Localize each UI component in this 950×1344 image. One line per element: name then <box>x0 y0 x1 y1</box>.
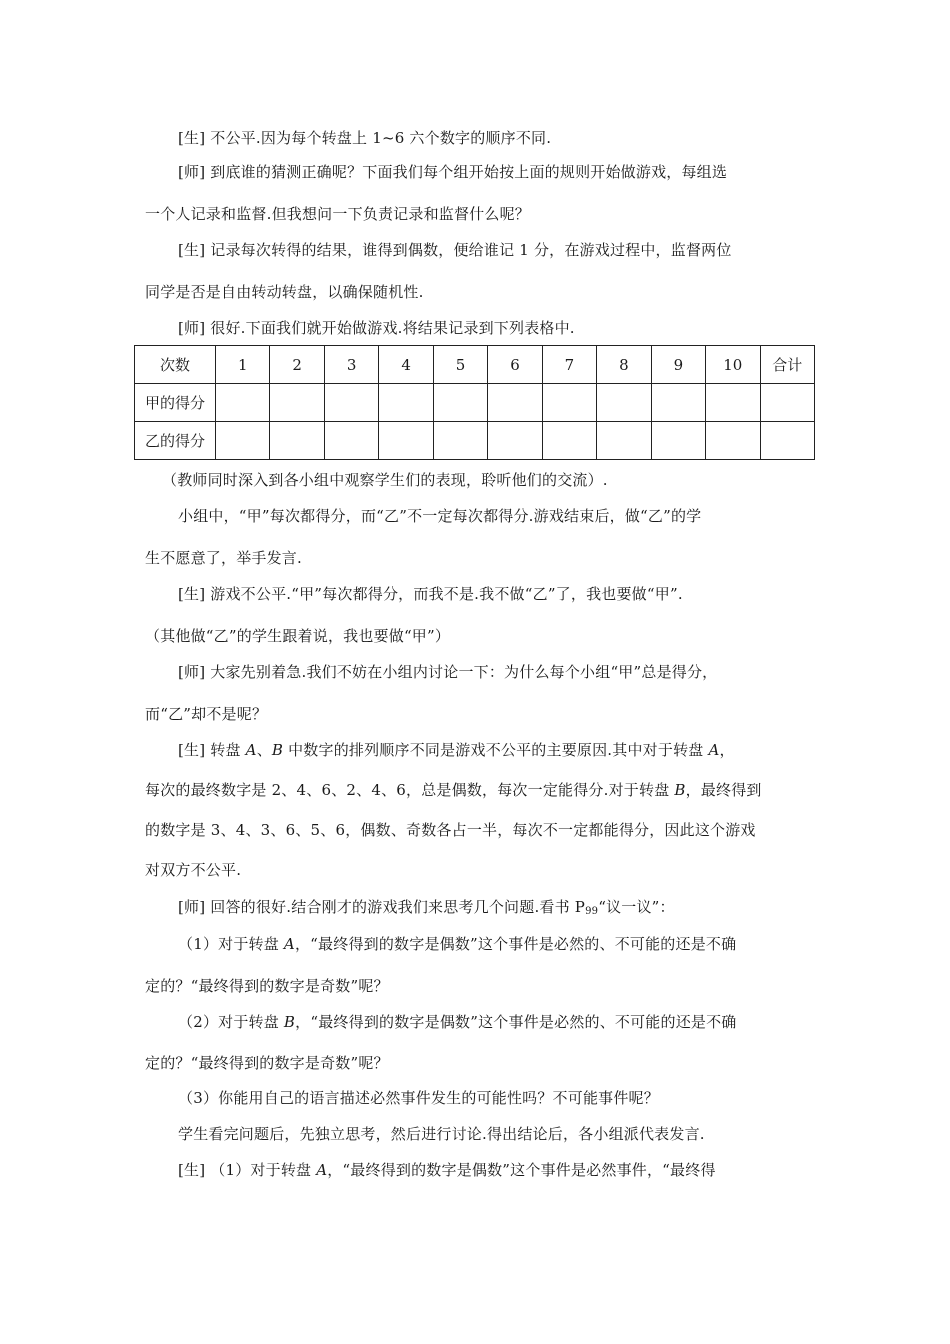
table-header-cell: 2 <box>270 346 324 384</box>
analysis-line-2: 每次的最终数字是 2、4、6、2、4、6，总是偶数，每次一定能得分.对于转盘 B，最终得到 <box>145 781 762 799</box>
analysis-line-4: 对双方不公平. <box>145 861 242 879</box>
question-1: （1）对于转盘 A，“最终得到的数字是偶数”这个事件是必然的、不可能的还是不确 <box>178 935 737 953</box>
analysis-line-1: [生] 转盘 A、B 中数字的排列顺序不同是游戏不公平的主要原因.其中对于转盘 A， <box>178 741 735 759</box>
table-cell <box>542 422 596 460</box>
table-header-cell: 次数 <box>135 346 216 384</box>
row-label: 甲的得分 <box>135 384 216 422</box>
table-cell <box>324 384 378 422</box>
paragraph-line-2: [师] 到底谁的猜测正确呢？下面我们每个组开始按上面的规则开始做游戏，每组选 <box>178 163 728 181</box>
table-header-row <box>135 346 815 384</box>
table-cell <box>379 384 433 422</box>
table-cell <box>488 422 542 460</box>
table-cell <box>706 384 760 422</box>
teacher-question-line: [师] 回答的很好.结合刚才的游戏我们来思考几个问题.看书 $P_{99}“$议一议”： <box>178 898 675 917</box>
table-cell <box>706 422 760 460</box>
table-cell <box>216 422 270 460</box>
table-row <box>135 422 815 460</box>
question-2-continued: 定的？“最终得到的数字是奇数”呢？ <box>145 1054 389 1072</box>
table-header-cell: 4 <box>379 346 433 384</box>
paragraph-line-5: 同学是否是自由转动转盘，以确保随机性. <box>145 283 424 301</box>
table-cell <box>542 384 596 422</box>
table-cell <box>270 384 324 422</box>
paragraph-line-11: （其他做“乙”的学生跟着说，我也要做“甲”） <box>145 627 451 645</box>
table-header-cell: 5 <box>433 346 487 384</box>
table-header-cell: 8 <box>597 346 651 384</box>
paragraph-line-1: [生] 不公平.因为每个转盘上 1~6 六个数字的顺序不同. <box>178 129 552 147</box>
table-cell <box>597 422 651 460</box>
table-header-cell: 3 <box>324 346 378 384</box>
table-cell <box>760 384 814 422</box>
paragraph-line-4: [生] 记录每次转得的结果，谁得到偶数，便给谁记 1 分，在游戏过程中，监督两位 <box>178 241 732 259</box>
table-cell <box>597 384 651 422</box>
paragraph-line-6: [师] 很好.下面我们就开始做游戏.将结果记录到下列表格中. <box>178 319 575 337</box>
question-1-continued: 定的？“最终得到的数字是奇数”呢？ <box>145 977 389 995</box>
table-header-cell: 9 <box>651 346 705 384</box>
table-row <box>135 384 815 422</box>
table-header-cell: 10 <box>706 346 760 384</box>
table-header-cell: 合计 <box>760 346 814 384</box>
paragraph-line-7: （教师同时深入到各小组中观察学生们的表现，聆听他们的交流）. <box>162 471 608 489</box>
paragraph-line-13: 而“乙”却不是呢？ <box>145 705 268 723</box>
question-2: （2）对于转盘 B，“最终得到的数字是偶数”这个事件是必然的、不可能的还是不确 <box>178 1013 737 1031</box>
question-3: （3）你能用自己的语言描述必然事件发生的可能性吗？不可能事件呢？ <box>178 1089 659 1107</box>
table-cell <box>651 422 705 460</box>
table-cell <box>433 384 487 422</box>
paragraph-line-3: 一个人记录和监督.但我想问一下负责记录和监督什么呢？ <box>145 205 530 223</box>
analysis-line-3: 的数字是 3、4、3、6、5、6，偶数、奇数各占一半，每次不一定都能得分，因此这个游戏 <box>145 821 756 839</box>
table-cell <box>488 384 542 422</box>
table-cell <box>379 422 433 460</box>
table-header-cell: 6 <box>488 346 542 384</box>
table-cell <box>651 384 705 422</box>
table-cell <box>324 422 378 460</box>
table-cell <box>216 384 270 422</box>
table-cell <box>270 422 324 460</box>
paragraph-line-10: [生] 游戏不公平.“甲”每次都得分，而我不是.我不做“乙”了，我也要做“甲”. <box>178 585 683 603</box>
student-answer-line: [生] （1）对于转盘 A，“最终得到的数字是偶数”这个事件是必然事件，“最终得 <box>178 1161 716 1179</box>
paragraph-line-9: 生不愿意了，举手发言. <box>145 549 302 567</box>
closing-line: 学生看完问题后，先独立思考，然后进行讨论.得出结论后，各小组派代表发言. <box>178 1125 705 1143</box>
table-header-cell: 7 <box>542 346 596 384</box>
table-cell <box>760 422 814 460</box>
row-label: 乙的得分 <box>135 422 216 460</box>
paragraph-line-8: 小组中，“甲”每次都得分，而“乙”不一定每次都得分.游戏结束后，做“乙”的学 <box>178 507 702 525</box>
table-cell <box>433 422 487 460</box>
score-table <box>134 345 815 460</box>
paragraph-line-12: [师] 大家先别着急.我们不妨在小组内讨论一下：为什么每个小组“甲”总是得分， <box>178 663 718 681</box>
table-header-cell: 1 <box>216 346 270 384</box>
